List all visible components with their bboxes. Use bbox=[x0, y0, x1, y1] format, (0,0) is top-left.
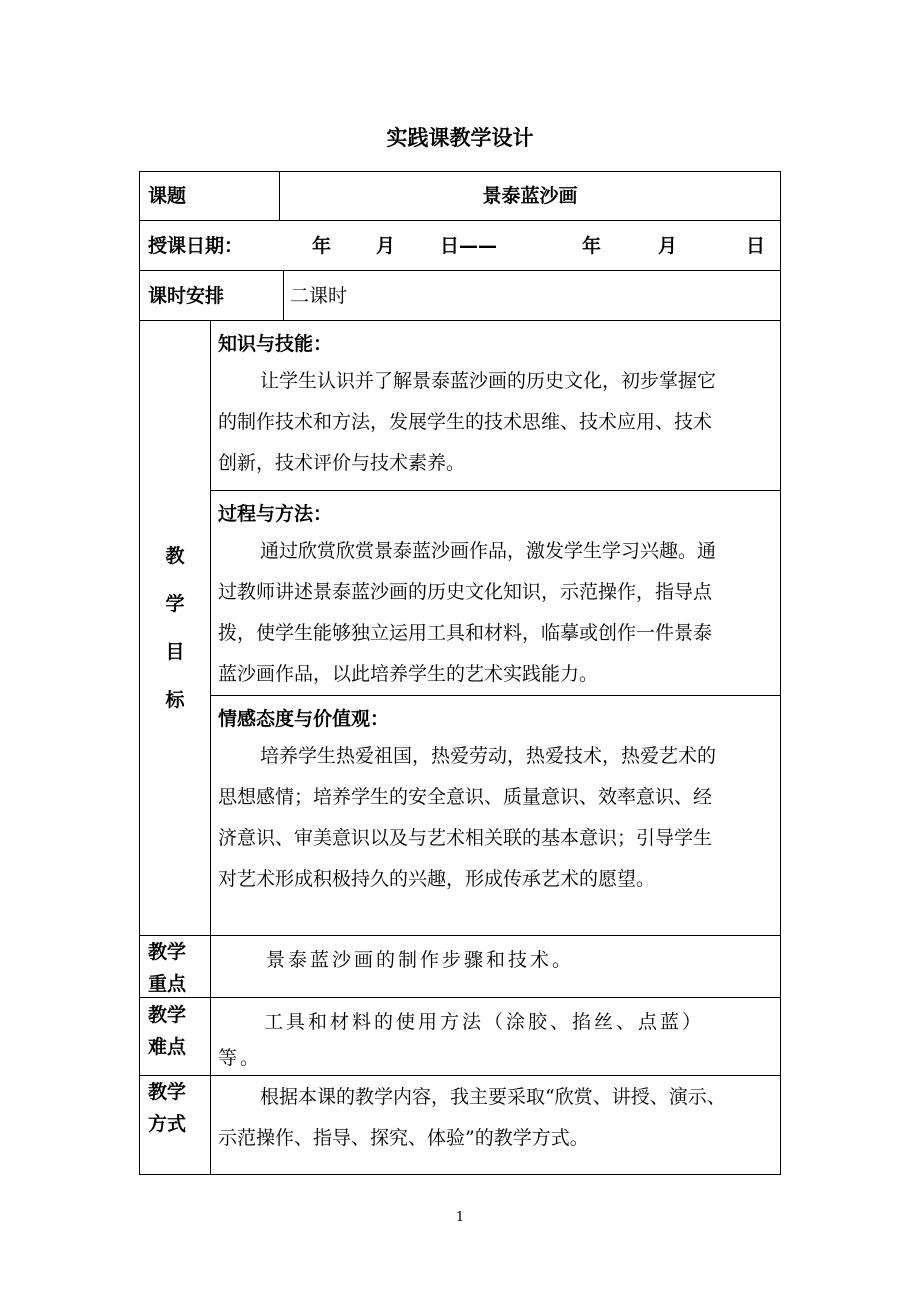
text-line: 等。 bbox=[218, 1047, 263, 1069]
process-heading: 过程与方法： bbox=[218, 503, 333, 525]
date-label: 授课日期： bbox=[148, 235, 244, 257]
topic-label: 课题 bbox=[148, 185, 187, 207]
topic-value: 景泰蓝沙画 bbox=[482, 185, 578, 207]
date-day-end: 日 bbox=[746, 235, 766, 257]
text-line: 拨，使学生能够独立运用工具和材料，临摹或创作一件景泰 bbox=[218, 622, 713, 644]
emotion-heading: 情感态度与价值观： bbox=[218, 708, 390, 730]
method-label: 教学 方式 bbox=[148, 1081, 187, 1135]
text-line: 济意识、审美意识以及与艺术相关联的基本意识；引导学生 bbox=[218, 827, 713, 849]
difficulties-label: 教学 难点 bbox=[148, 1004, 187, 1058]
key-points-label: 教学 重点 bbox=[148, 941, 187, 995]
column-divider bbox=[283, 270, 284, 320]
row-divider bbox=[139, 270, 781, 271]
text-line: 通过欣赏欣赏景泰蓝沙画作品，激发学生学习兴趣。通 bbox=[260, 540, 717, 562]
knowledge-paragraph bbox=[218, 361, 716, 484]
date-year-start: 年 bbox=[312, 235, 332, 257]
text-line: 的制作技术和方法，发展学生的技术思维、技术应用、技术 bbox=[218, 411, 713, 433]
row-divider bbox=[139, 320, 781, 321]
text-line: 培养学生热爱祖国，热爱劳动，热爱技术，热爱艺术的 bbox=[260, 745, 717, 767]
text-line: 过教师讲述景泰蓝沙画的历史文化知识，示范操作，指导点 bbox=[218, 581, 713, 603]
date-day-start: 日—— bbox=[440, 235, 498, 257]
schedule-label: 课时安排 bbox=[148, 285, 225, 307]
row-divider bbox=[210, 490, 781, 491]
text-line: 创新，技术评价与技术素养。 bbox=[218, 452, 466, 474]
column-divider bbox=[210, 320, 211, 1175]
objectives-label-char: 学 bbox=[165, 593, 185, 615]
text-line: 思想感情；培养学生的安全意识、质量意识、效率意识、经 bbox=[218, 786, 713, 808]
row-divider bbox=[139, 220, 781, 221]
schedule-value: 二课时 bbox=[290, 285, 348, 307]
table-border-bottom bbox=[139, 1174, 781, 1175]
text-line: 根据本课的教学内容，我主要采取“欣赏、讲授、演示、 bbox=[260, 1086, 726, 1108]
table-border-top bbox=[139, 171, 781, 172]
row-divider bbox=[210, 695, 781, 696]
page-number: 1 bbox=[455, 1210, 465, 1225]
key-points-value: 景泰蓝沙画的制作步骤和技术。 bbox=[266, 949, 575, 971]
row-divider bbox=[139, 997, 781, 998]
text-line: 示范操作、指导、探究、体验”的教学方式。 bbox=[218, 1127, 589, 1149]
knowledge-heading: 知识与技能： bbox=[218, 333, 333, 355]
difficulties-paragraph bbox=[218, 1004, 704, 1076]
date-month-end: 月 bbox=[658, 235, 678, 257]
text-line: 对艺术形成积极持久的兴趣，形成传承艺术的愿望。 bbox=[218, 868, 656, 890]
date-month-start: 月 bbox=[376, 235, 396, 257]
text-line: 工具和材料的使用方法（涂胶、掐丝、点蓝） bbox=[264, 1011, 705, 1033]
objectives-label-char: 标 bbox=[165, 689, 185, 711]
text-line: 蓝沙画作品，以此培养学生的艺术实践能力。 bbox=[218, 663, 599, 685]
text-line: 让学生认识并了解景泰蓝沙画的历史文化，初步掌握它 bbox=[260, 370, 717, 392]
table-border-right bbox=[780, 171, 781, 1175]
method-paragraph bbox=[218, 1077, 726, 1159]
objectives-label-char: 教 bbox=[165, 545, 185, 567]
objectives-label bbox=[140, 532, 210, 724]
objectives-label-char: 目 bbox=[165, 641, 185, 663]
process-paragraph bbox=[218, 531, 716, 695]
page-title: 实践课教学设计 bbox=[386, 126, 534, 150]
date-year-end: 年 bbox=[582, 235, 602, 257]
row-divider bbox=[139, 935, 781, 936]
emotion-paragraph bbox=[218, 736, 716, 900]
